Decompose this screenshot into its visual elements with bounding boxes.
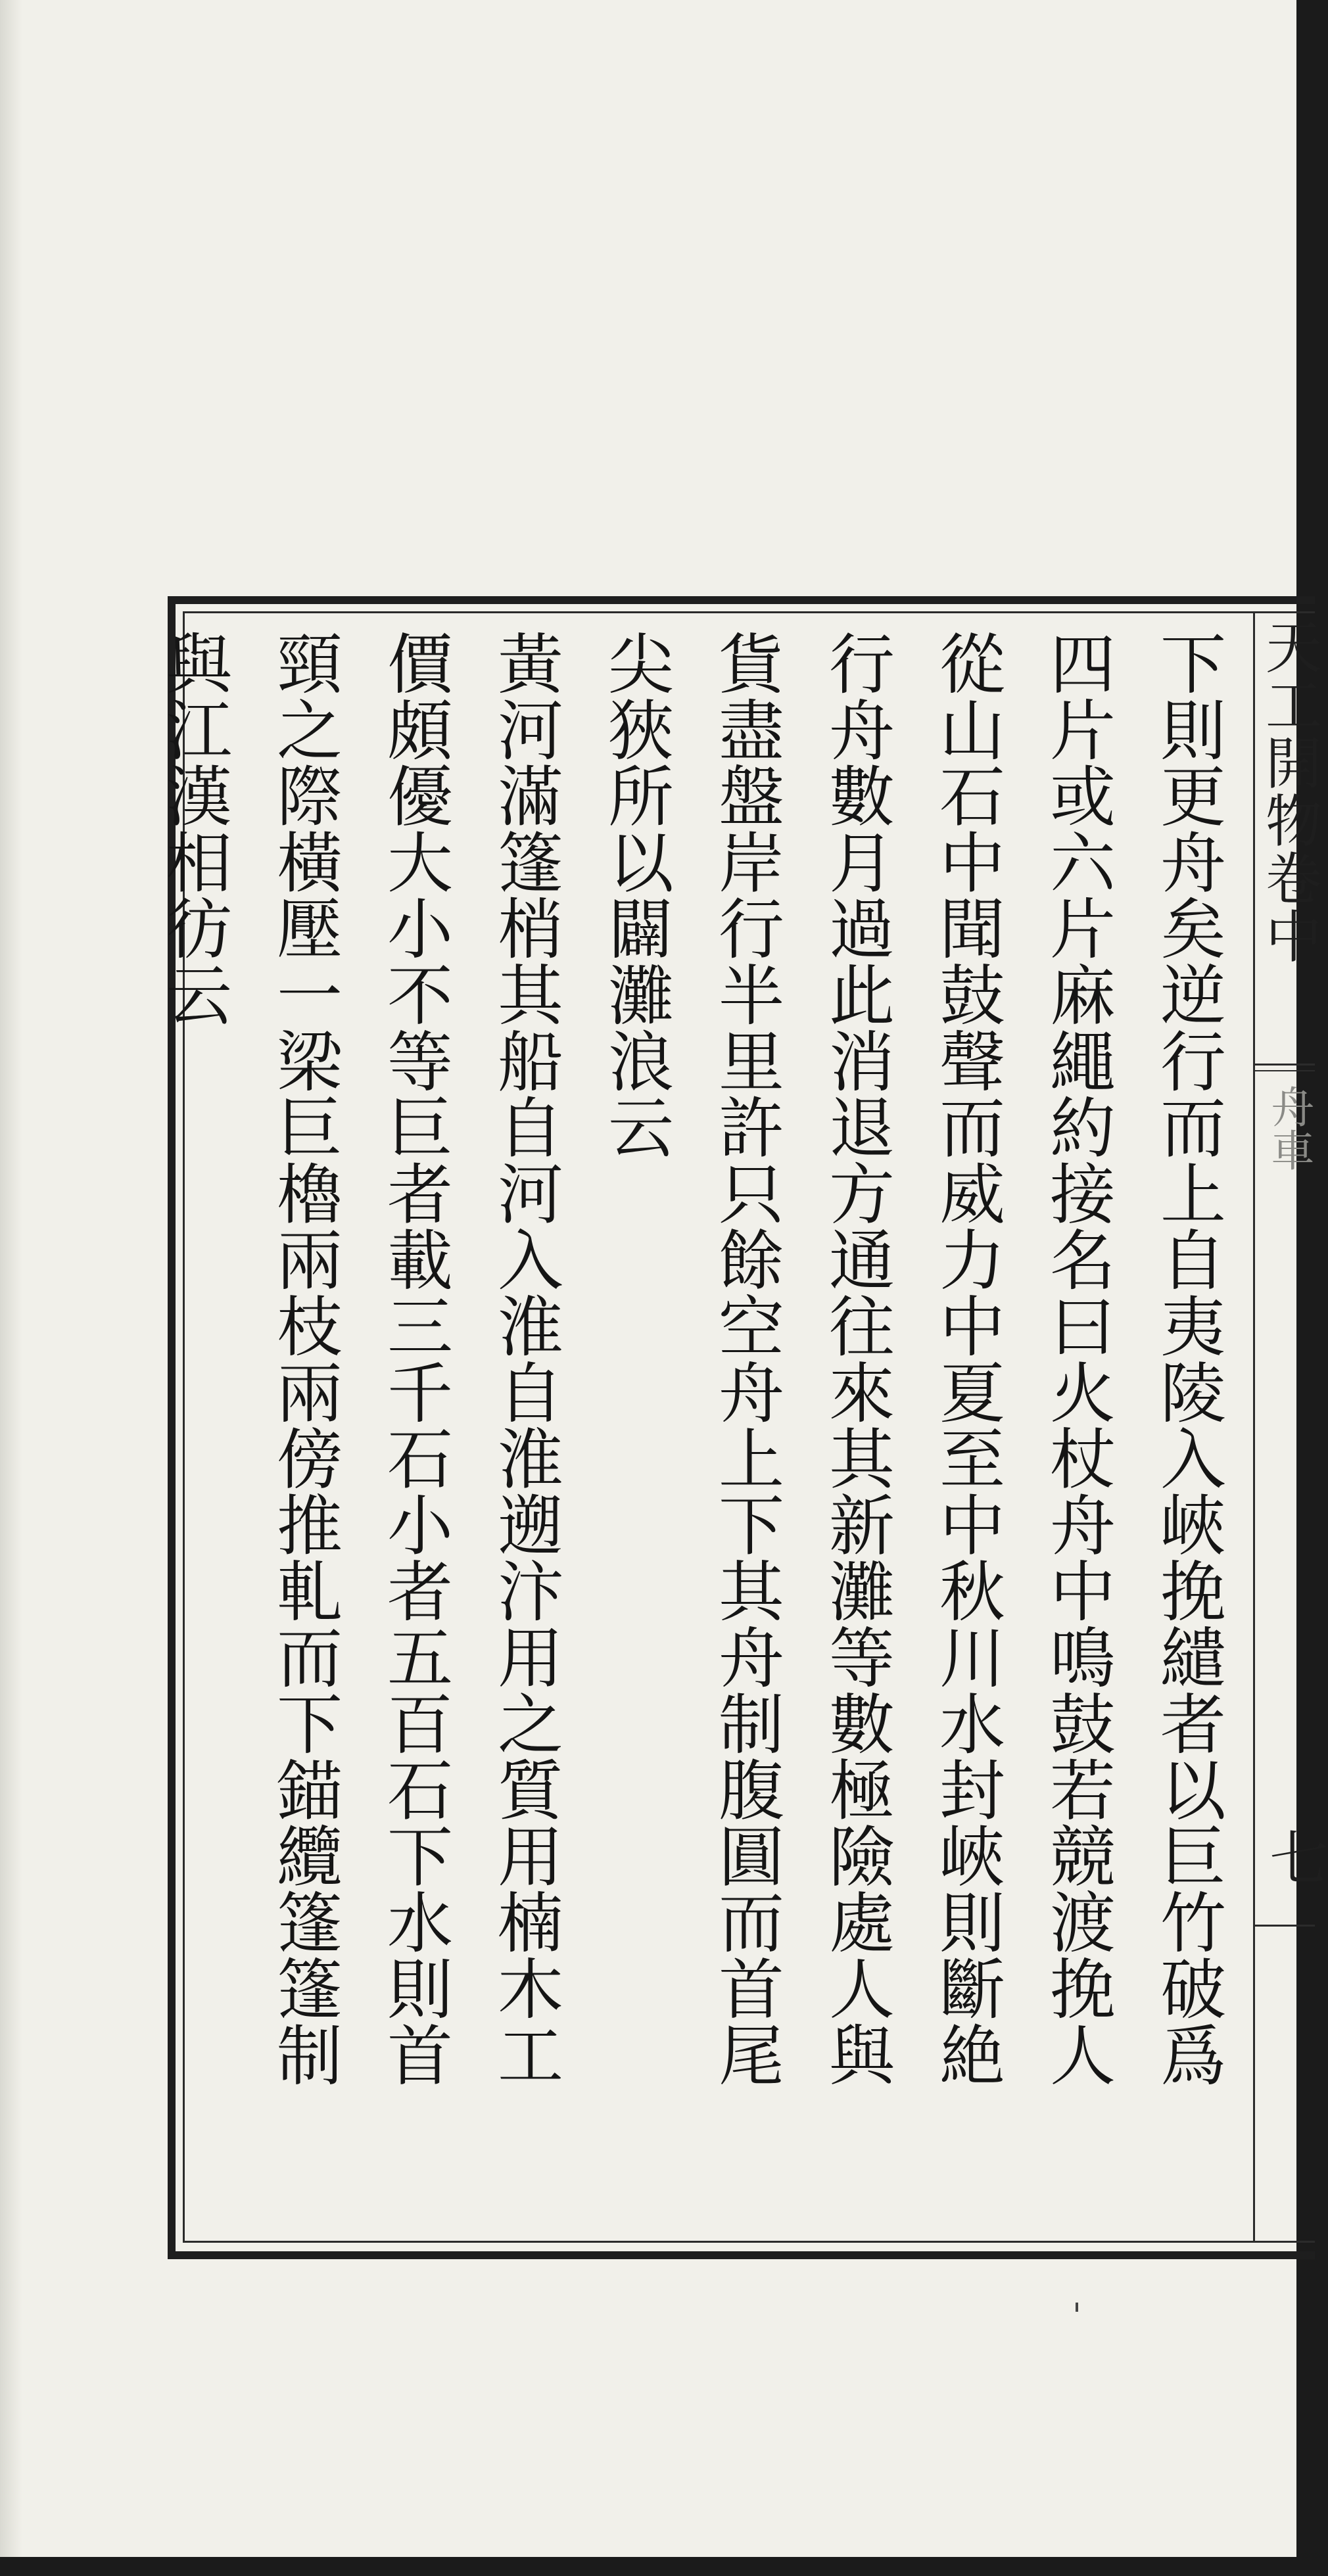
- text-column-2: 四片或六片麻繩約接名曰火杖舟中鳴鼓若競渡挽人: [1039, 630, 1116, 2088]
- text-column-3: 從山石中聞鼓聲而威力中夏至中秋川水封峽則斷絶: [928, 630, 1005, 2088]
- banxin-page-number: 七: [1259, 1827, 1328, 1886]
- main-text-body: [155, 630, 1243, 2234]
- banxin-section-name: 舟車: [1264, 1085, 1314, 1171]
- paper-speck: [1076, 2303, 1078, 2312]
- page-spine-shadow: [0, 0, 22, 2557]
- banxin-page-rule: [1255, 1925, 1315, 1927]
- text-column-8: 價頗優大小不等巨者載三千石小者五百石下水則首: [376, 630, 453, 2088]
- text-column-6: 尖狹所以闢灘浪云: [597, 630, 674, 1160]
- text-column-5: 貨盡盤岸行半里許只餘空舟上下其舟制腹圓而首尾: [707, 630, 784, 2088]
- banxin-divider-line: [1253, 611, 1255, 2243]
- text-column-10: 與江漢相彷云: [155, 630, 232, 1027]
- text-column-9: 頸之際橫壓一梁巨櫓兩枝兩傍推軋而下錨纜篷篷制: [266, 630, 343, 2088]
- text-column-1: 下則更舟矣逆行而上自夷陵入峽挽繾者以巨竹破爲: [1149, 630, 1226, 2088]
- banxin-title-rule: [1255, 1064, 1315, 1066]
- text-column-4: 行舟數月過此消退方通往來其新灘等數極險處人與: [818, 630, 895, 2088]
- banxin-title-rule-thin: [1255, 1070, 1315, 1071]
- banxin-book-title: 天工開物卷中: [1256, 618, 1321, 965]
- text-column-7: 黃河滿篷梢其船自河入淮自淮遡汴用之質用楠木工: [486, 630, 563, 2088]
